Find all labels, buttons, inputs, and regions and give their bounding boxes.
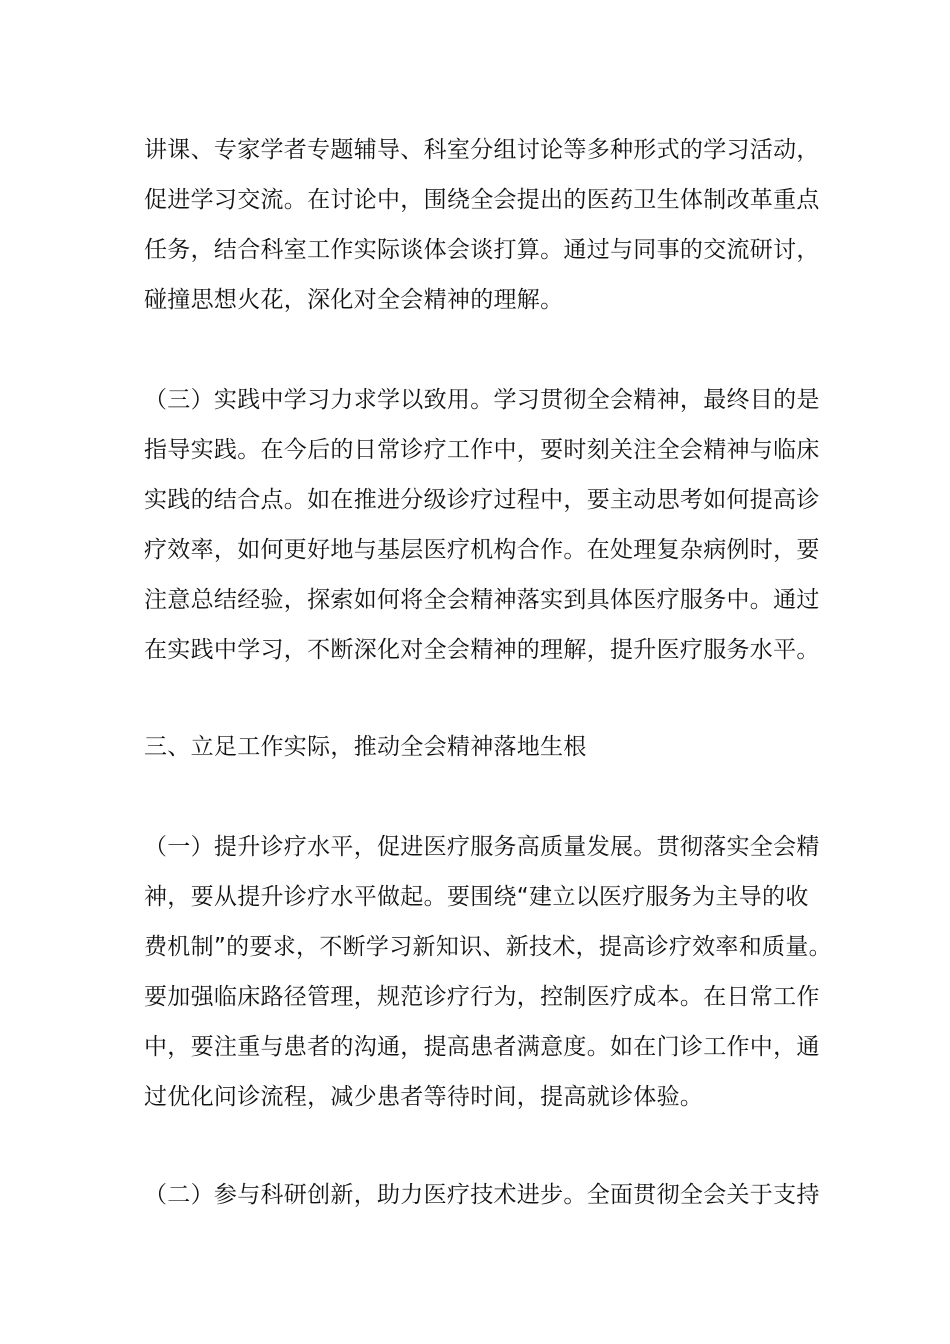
text-line: 促进学习交流。在讨论中，围绕全会提出的医药卫生体制改革重点 — [144, 187, 820, 213]
paragraph-improve-diagnosis — [144, 822, 834, 1122]
paragraph-study-activities — [144, 125, 834, 325]
text-line: （三）实践中学习力求学以致用。学习贯彻全会精神，最终目的是 — [144, 387, 820, 413]
section-heading — [144, 722, 834, 772]
text-line: 注意总结经验，探索如何将全会精神落实到具体医疗服务中。通过 — [144, 587, 820, 613]
text-line: 讲课、专家学者专题辅导、科室分组讨论等多种形式的学习活动， — [144, 137, 820, 163]
heading-text: 三、立足工作实际，推动全会精神落地生根 — [144, 734, 587, 760]
text-line: 费机制”的要求，不断学习新知识、新技术，提高诊疗效率和质量。 — [144, 934, 832, 960]
text-line: 过优化问诊流程，减少患者等待时间，提高就诊体验。 — [144, 1084, 704, 1110]
text-line: 疗效率，如何更好地与基层医疗机构合作。在处理复杂病例时，要 — [144, 537, 820, 563]
text-line: （一）提升诊疗水平，促进医疗服务高质量发展。贯彻落实全会精 — [144, 834, 820, 860]
text-line: 任务，结合科室工作实际谈体会谈打算。通过与同事的交流研讨， — [144, 237, 820, 263]
text-line: 神，要从提升诊疗水平做起。要围绕“建立以医疗服务为主导的收 — [144, 884, 809, 910]
text-line: 碰撞思想火花，深化对全会精神的理解。 — [144, 287, 564, 313]
text-line: 要加强临床路径管理，规范诊疗行为，控制医疗成本。在日常工作 — [144, 984, 820, 1010]
text-line: 指导实践。在今后的日常诊疗工作中，要时刻关注全会精神与临床 — [144, 437, 820, 463]
text-line: 实践的结合点。如在推进分级诊疗过程中，要主动思考如何提高诊 — [144, 487, 820, 513]
paragraph-research-innovation — [144, 1170, 834, 1220]
paragraph-practice-learning — [144, 375, 834, 675]
text-line: （二）参与科研创新，助力医疗技术进步。全面贯彻全会关于支持 — [144, 1182, 820, 1208]
text-line: 在实践中学习，不断深化对全会精神的理解，提升医疗服务水平。 — [144, 637, 820, 663]
text-line: 中，要注重与患者的沟通，提高患者满意度。如在门诊工作中，通 — [144, 1034, 820, 1060]
